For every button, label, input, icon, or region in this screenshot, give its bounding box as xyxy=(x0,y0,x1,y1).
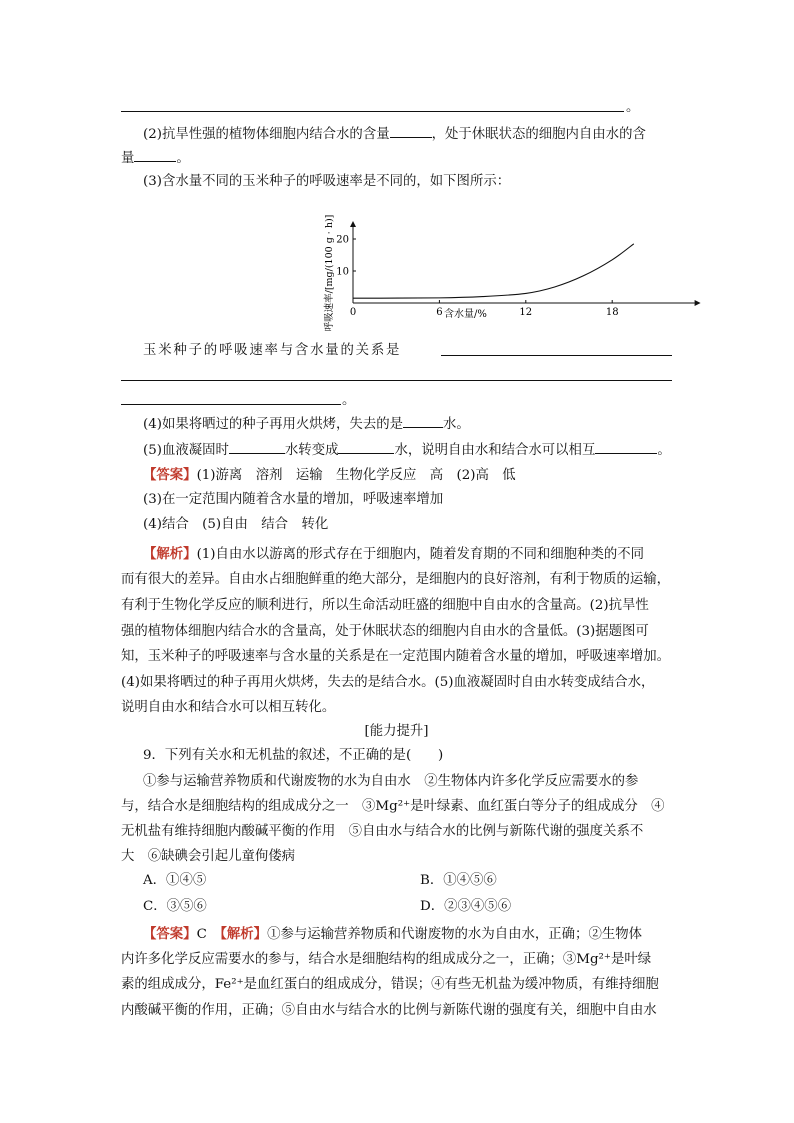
option-d: D．②③④⑤⑥ xyxy=(420,899,512,914)
q5-text-b: 水转变成 xyxy=(284,443,339,458)
respiration-rate-chart xyxy=(318,198,619,346)
answer-9-line-1 xyxy=(143,924,642,945)
question-3-relation xyxy=(143,341,401,361)
q4-text-a: (4)如果将晒过的种子再用火烘烤，失去的是 xyxy=(143,417,403,432)
question-2-line-1 xyxy=(143,123,646,145)
analysis-tag: 【解析】 xyxy=(143,546,197,562)
q2-text-a: (2)抗旱性强的植物体细胞内结合水的含量 xyxy=(143,127,390,142)
answer-line-top-end: 。 xyxy=(626,100,640,115)
question-5 xyxy=(143,439,671,461)
answer-9-line-3: 素的组成成分，Fe²⁺是血红蛋白的组成成分，错误；④有些无机盐为缓冲物质，有维持细胞 xyxy=(121,977,659,992)
question-9-stem: 9．下列有关水和无机盐的叙述，不正确的是( ) xyxy=(143,748,444,763)
analysis-9-tag: 【解析】 xyxy=(220,926,268,942)
q5-blank-1 xyxy=(229,439,285,454)
question-9-line-4: 大 ⑥缺碘会引起儿童佝偻病 xyxy=(121,849,296,864)
q3-answer-line-2 xyxy=(121,380,672,381)
q3-relation-prefix: 玉米种子的呼吸速率与含水量的关系是 xyxy=(143,343,402,358)
answer-1-line-1 xyxy=(143,465,516,486)
answer-1-text: (1)游离 溶剂 运输 生物化学反应 高 (2)高 低 xyxy=(196,468,516,483)
option-a: A．①④⑤ xyxy=(143,873,207,888)
answer-9-letter: C xyxy=(196,927,207,942)
answer-9-tag: 【答案】 xyxy=(143,926,197,942)
x-tick-label-1: 6 xyxy=(436,307,443,318)
question-9-line-2: 与，结合水是细胞结构的组成成分之一 ③Mg²⁺是叶绿素、血红蛋白等分子的组成成分 ④ xyxy=(121,799,665,814)
answer-9-line-2: 内许多化学反应需要水的参与，结合水是细胞结构的组成成分之一，正确；③Mg²⁺是叶绿 xyxy=(121,952,652,967)
q3-end-mark: 。 xyxy=(342,393,356,408)
analysis-1-text-1: (1)自由水以游离的形式存在于细胞内，随着发育期的不同和细胞种类的不同 xyxy=(196,547,645,562)
y-axis-arrow xyxy=(350,221,356,227)
x-tick-label-3: 18 xyxy=(605,307,619,318)
q4-text-b: 水。 xyxy=(443,417,470,432)
question-3-intro: (3)含水量不同的玉米种子的呼吸速率是不同的，如下图所示： xyxy=(143,174,511,189)
answer-9-line-4: 内酸碱平衡的作用，正确；⑤自由水与结合水的比例与新陈代谢的强度有关，细胞中自由水 xyxy=(121,1003,657,1018)
answer-1-line-2: (3)在一定范围内随着含水量的增加，呼吸速率增加 xyxy=(143,492,444,507)
x-axis-label: 含水量/% xyxy=(444,309,487,320)
analysis-1-line-2: 而有很大的差异。自由水占细胞鲜重的绝大部分，是细胞内的良好溶剂，有利于物质的运输， xyxy=(121,572,671,587)
section-title: [能力提升] xyxy=(364,724,429,739)
analysis-1-line-6: (4)如果将晒过的种子再用火烘烤，失去的是结合水。(5)血液凝固时自由水转变成结合水， xyxy=(121,675,655,690)
q5-text-a: (5)血液凝固时 xyxy=(143,443,229,458)
y-axis-label: 呼吸速率/[mg/(100 g · h)] xyxy=(324,214,335,332)
q3-answer-line-3 xyxy=(121,404,341,405)
q5-text-c: 水，说明自由水和结合水可以相互 xyxy=(394,443,596,458)
q2-text-d: 。 xyxy=(176,151,190,166)
y-axis-label-group xyxy=(323,215,335,332)
q5-text-d: 。 xyxy=(657,443,671,458)
analysis-1-line-3: 有利于生物化学反应的顺利进行，所以生命活动旺盛的细胞中自由水的含量高。(2)抗旱性 xyxy=(121,598,649,613)
q4-blank xyxy=(403,413,443,428)
question-9-line-3: 无机盐有维持细胞内酸碱平衡的作用 ⑤自由水与结合水的比例与新陈代谢的强度关系不 xyxy=(121,824,644,839)
x-tick-label-0: 0 xyxy=(349,307,357,318)
q5-blank-3 xyxy=(595,439,657,454)
q2-blank-2 xyxy=(134,147,176,162)
analysis-1-line-1 xyxy=(143,544,644,565)
q2-text-c: 量 xyxy=(121,151,135,166)
y-tick-label-1: 20 xyxy=(336,234,349,246)
chart-plot-area xyxy=(336,221,700,318)
answer-1-line-3: (4)结合 (5)自由 结合 转化 xyxy=(143,517,329,532)
question-4 xyxy=(143,413,470,435)
series-line-0 xyxy=(353,244,634,298)
answer-line-top xyxy=(121,111,624,112)
analysis-9-text-1: ①参与运输营养物质和代谢废物的水为自由水，正确；②生物体 xyxy=(267,927,643,942)
analysis-1-line-5: 知，玉米种子的呼吸速率与含水量的关系是在一定范围内随着含水量的增加，呼吸速率增加。 xyxy=(121,649,671,664)
answer-tag: 【答案】 xyxy=(143,467,197,483)
q5-blank-2 xyxy=(338,439,394,454)
x-tick-label-2: 12 xyxy=(519,307,533,318)
q3-answer-line-1 xyxy=(441,355,672,356)
analysis-1-line-4: 强的植物体细胞内结合水的含量高，处于休眠状态的细胞内自由水的含量低。(3)据题图可 xyxy=(121,624,649,639)
y-tick-label-0: 10 xyxy=(336,266,349,278)
q2-blank-1 xyxy=(390,123,432,138)
option-b: B．①④⑤⑥ xyxy=(420,873,497,888)
q2-text-b: ，处于休眠状态的细胞内自由水的含 xyxy=(431,127,646,142)
question-9-line-1: ①参与运输营养物质和代谢废物的水为自由水 ②生物体内许多化学反应需要水的参 xyxy=(143,774,639,789)
option-c: C．③⑤⑥ xyxy=(143,899,207,914)
x-axis-arrow xyxy=(695,300,701,306)
analysis-1-line-7: 说明自由水和结合水可以相互转化。 xyxy=(121,700,336,715)
question-2-line-2 xyxy=(121,147,190,169)
